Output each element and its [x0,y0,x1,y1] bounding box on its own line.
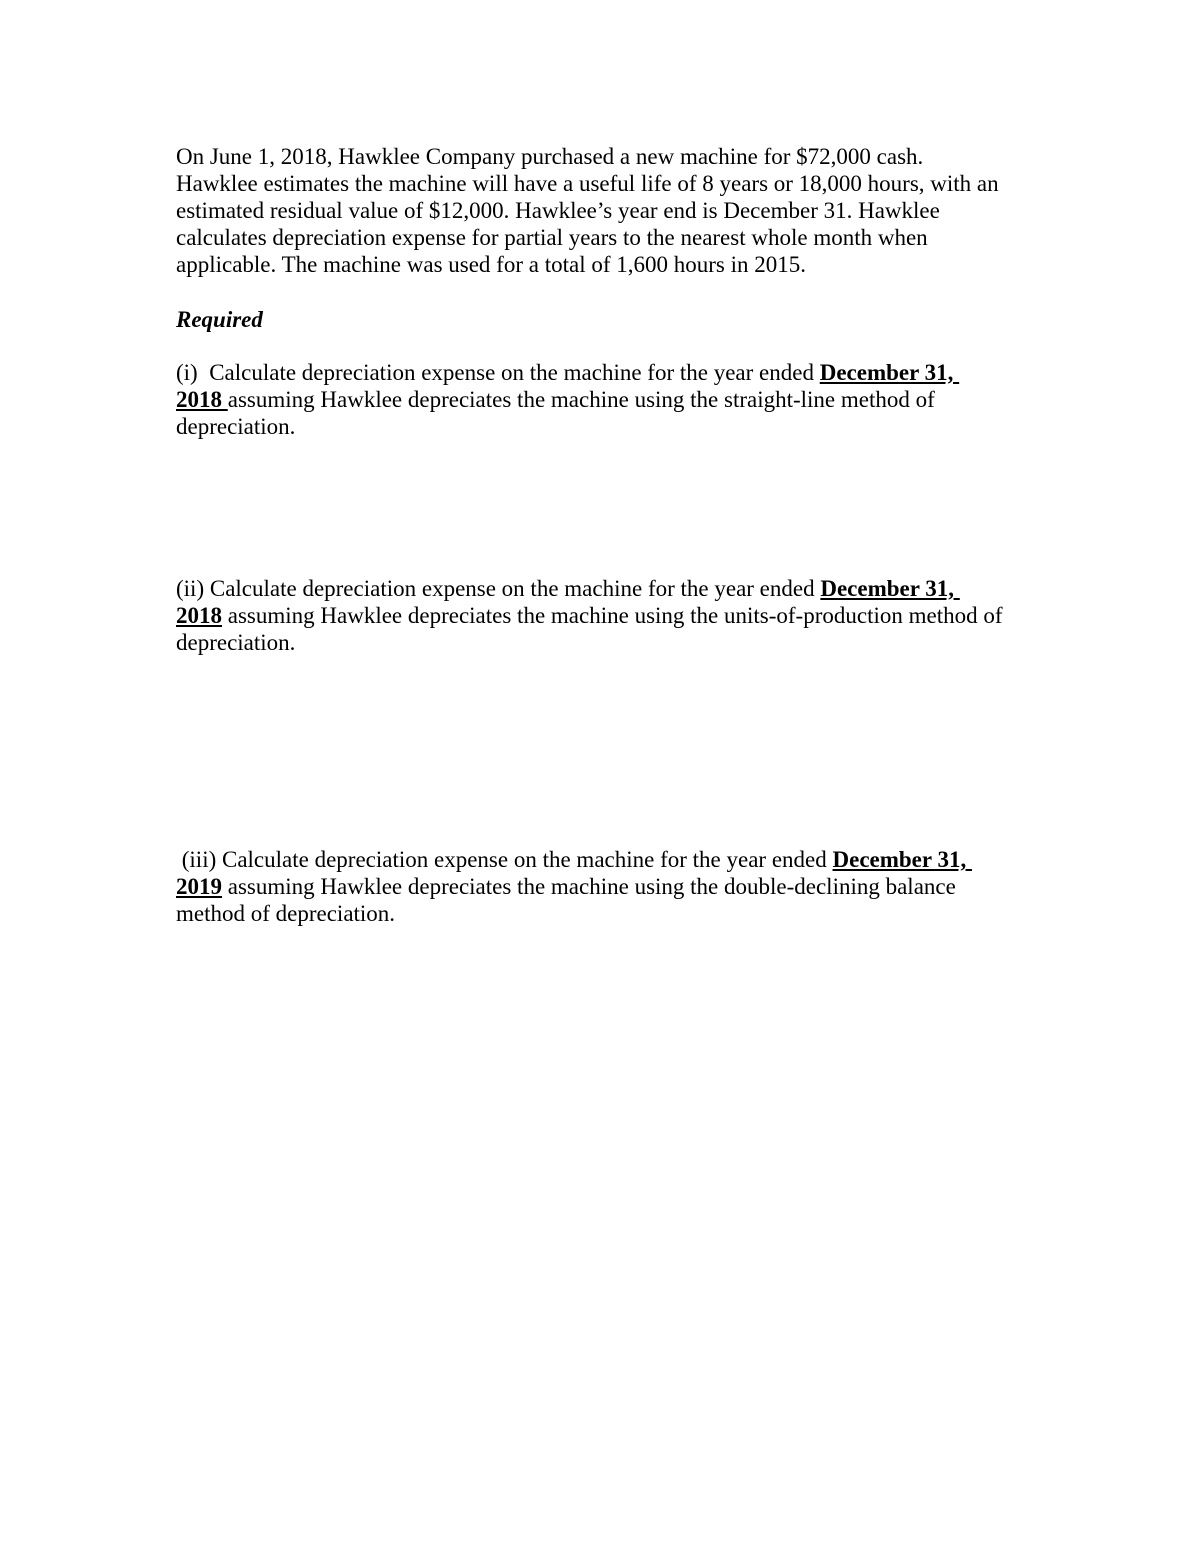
question-date: December 31, [820,576,960,601]
intro-line: applicable. The machine was used for a total of 1,600 hours in 2015. [176,252,806,277]
question-text: (ii) Calculate depreciation expense on the machine for the year ended [176,576,821,601]
question-1 [176,359,1046,440]
intro-line: On June 1, 2018, Hawklee Company purchased a new machine for $72,000 cash. [176,144,924,169]
question-date: December 31, [832,847,972,872]
question-date: 2018 [176,603,222,628]
question-text: (iii) Calculate depreciation expense on the machine for the year ended [176,847,833,872]
question-line [176,846,1046,873]
question-line [176,873,1046,900]
question-date: 2018 [176,387,228,412]
question-line [176,386,1046,413]
intro-line: estimated residual value of $12,000. Hawklee’s year end is December 31. Hawklee [176,198,940,223]
question-3 [176,846,1046,927]
required-heading: Required [176,307,263,332]
question-text: assuming Hawklee depreciates the machine using the double-declining balance [222,874,956,899]
intro-paragraph [176,143,1046,278]
question-line: depreciation. [176,414,296,439]
question-2 [176,575,1046,656]
question-text: assuming Hawklee depreciates the machine using the straight-line method of [227,387,935,412]
question-text: assuming Hawklee depreciates the machine using the units-of-production method of [222,603,1003,628]
question-date: December 31, [819,360,960,385]
question-line [176,575,1046,602]
question-line [176,602,1046,629]
question-line [176,359,1046,386]
question-line: method of depreciation. [176,901,396,926]
question-text: (i) Calculate depreciation expense on the machine for the year ended [176,360,820,385]
question-date: 2019 [176,874,222,899]
intro-line: calculates depreciation expense for partial years to the nearest whole month when [176,225,928,250]
question-line: depreciation. [176,630,296,655]
intro-line: Hawklee estimates the machine will have a useful life of 8 years or 18,000 hours, with an [176,171,999,196]
